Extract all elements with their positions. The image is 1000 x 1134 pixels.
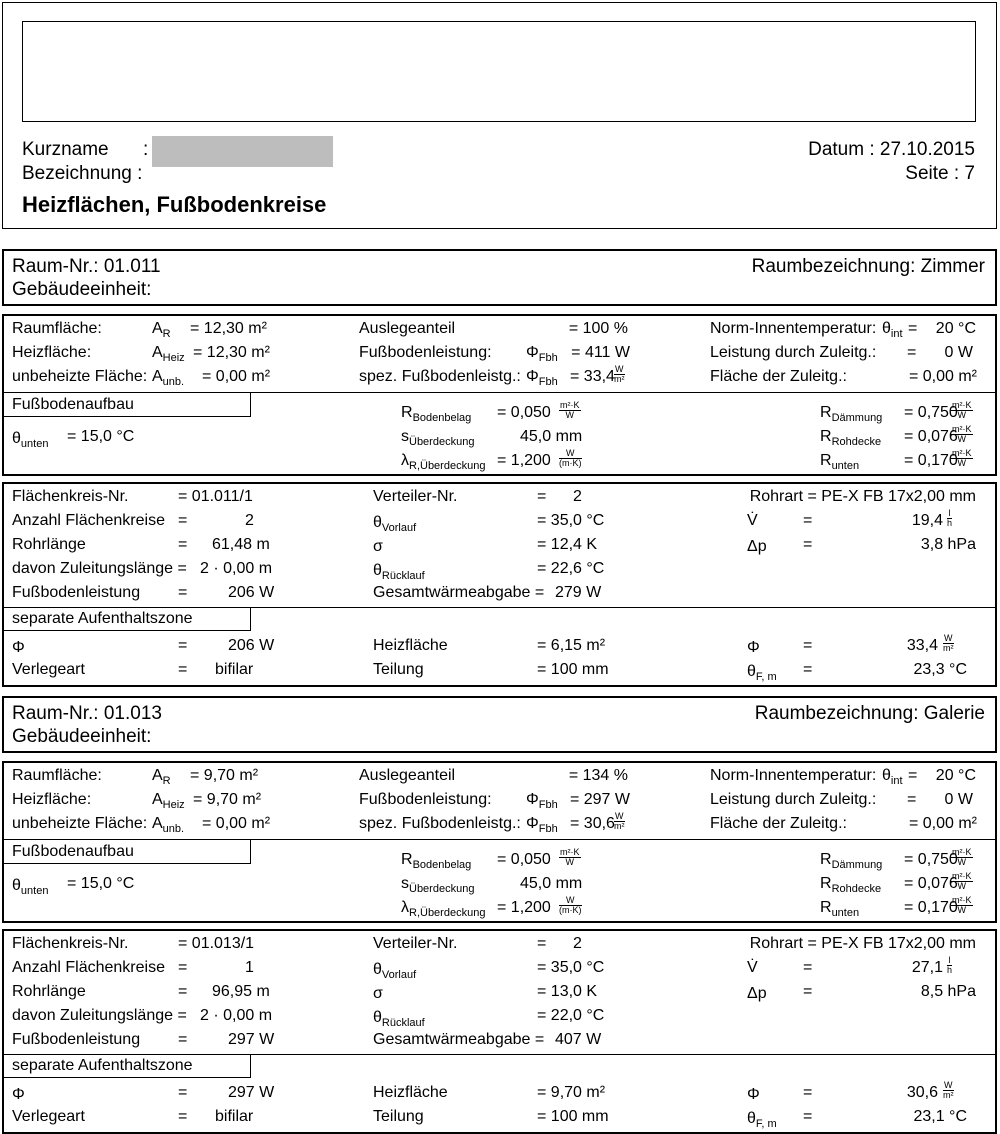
r-daemmung-symbol-subscript: Dämmung [831,412,883,424]
rohrart: Rohrart = PE-X FB 17x2,00 mm [749,488,976,505]
phi2-eq: = [803,1084,813,1101]
heizflaeche-value: = 9,70 m² [193,791,262,808]
verlege-label: Verlegeart [12,1108,85,1125]
phi2-unit: $\frac{W}{\text{m²}}$ [943,633,954,653]
davon-label: davon Zuleitungslänge = [12,1007,187,1024]
gesamt-value: 407 W [555,1031,602,1048]
vorlauf-value: = 35,0 °C [537,959,605,976]
spez-symbol-symbol: Φ [526,815,539,832]
lambda-symbol-symbol: λ [401,899,409,916]
zuleit-value: 0 W [944,344,973,361]
anzahl-value: 1 [245,959,254,976]
r-rohdecke-value: = 0,076 [904,875,958,892]
theta-fm-eq: = [803,661,813,678]
zuleit-value: 0 W [944,791,973,808]
fbleistung-symbol-subscript: Fbh [538,352,558,364]
vdot-symbol [747,960,758,976]
auslege-value: = 100 % [568,320,628,337]
teilung-label: Teilung [373,661,424,678]
vdot-value: 27,1 [911,959,943,976]
teilung-value: = 100 mm [537,1108,609,1125]
phi2-symbol [747,1087,760,1103]
phi-symbol [12,640,25,656]
rohr-eq: = [178,536,188,553]
zulflaeche-label: Fläche der Zuleitg.: [710,815,847,832]
auslege-label: Auslegeanteil [359,767,456,784]
unbeheizt-value: = 0,00 m² [202,815,271,832]
ruecklauf-value: = 22,0 °C [537,1007,605,1024]
zuleit-eq: = [907,791,917,808]
ruecklauf-symbol-subscript: Rücklauf [381,570,425,582]
r-unten-value: = 0,170 [904,452,958,469]
fbleistung-value: = 411 W [571,344,630,361]
raumflaeche-value: = 9,70 m² [190,767,259,784]
ruecklauf-symbol [373,563,425,582]
raumflaeche-label: Raumfläche: [12,320,102,337]
r-daemmung-symbol-symbol: R [820,404,832,421]
dp-eq: = [803,983,813,1000]
theta-fm-symbol-subscript: F, m [755,1118,777,1130]
datum: Datum : 27.10.2015 [808,139,975,160]
davon-value: 2 · 0,00 m [200,560,273,577]
s-ueberdeckung-value: 45,0 mm [520,875,583,892]
heizflaeche-value: = 12,30 m² [193,344,270,361]
phi2-value: 33,4 [906,637,938,654]
hf-value: = 9,70 m² [537,1084,606,1101]
r-unten-symbol [820,453,859,472]
fbleistung-label: Fußbodenleistung: [359,344,492,361]
fussbodenaufbau-label: Fußbodenaufbau [12,843,134,860]
phi-symbol-symbol: Φ [12,639,25,656]
dp-symbol-symbol: Δp [747,538,767,555]
r-bodenbelag-value: = 0,050 [497,404,551,421]
phi2-eq: = [803,637,813,654]
r-bodenbelag-symbol-subscript: Bodenbelag [412,859,472,871]
rohr-label: Rohrlänge [12,983,86,1000]
theta-unten-symbol-symbol: θ [12,877,21,894]
r-unten-unit: $\frac{\text{m²·K}}{W}$ [952,895,972,915]
verteiler-label: Verteiler-Nr. [373,935,458,952]
theta-fm-symbol [747,1111,777,1130]
s-ueberdeckung-symbol-subscript: Überdeckung [409,436,475,448]
raumflaeche-symbol [152,321,171,340]
verlege-eq: = [178,1108,188,1125]
r-daemmung-unit: $\frac{\text{m²·K}}{W}$ [952,400,972,420]
s-ueberdeckung-symbol-subscript: Überdeckung [409,883,475,895]
lambda-symbol [401,453,485,472]
fbleistung-symbol-subscript: Fbh [538,799,558,811]
spez-symbol-subscript: Fbh [538,823,558,835]
r-daemmung-value: = 0,750 [904,851,958,868]
r-unten-unit: $\frac{\text{m²·K}}{W}$ [952,448,972,468]
phi2-symbol-symbol: Φ [747,1086,760,1103]
raumflaeche-label: Raumfläche: [12,767,102,784]
kurzname-label: Kurzname [22,139,109,160]
lambda-symbol-subscript: R,Überdeckung [409,460,486,472]
vorlauf-symbol [373,515,416,534]
kurzname-colon: : [143,139,149,160]
vorlauf-symbol-symbol: θ [373,961,382,978]
phi-symbol [12,1087,25,1103]
heizflaeche-symbol [152,792,185,811]
r-bodenbelag-value: = 0,050 [497,851,551,868]
rohr-value: 96,95 m [212,983,270,1000]
zuleit-label: Leistung durch Zuleitg.: [710,791,877,808]
hf-value: = 6,15 m² [537,637,606,654]
anzahl-label: Anzahl Flächenkreise [12,959,165,976]
kurzname-redacted [152,136,333,167]
s-ueberdeckung-symbol [401,429,474,448]
r-rohdecke-unit: $\frac{\text{m²·K}}{W}$ [952,871,972,891]
norm-value: 20 °C [935,767,976,784]
anzahl-value: 2 [245,512,254,529]
r-bodenbelag-symbol-subscript: Bodenbelag [412,412,472,424]
dp-symbol-symbol: Δp [747,985,767,1002]
spez-unit: $\frac{W}{\text{m²}}$ [614,811,625,831]
norm-eq: = [908,767,918,784]
spez-label: spez. Fußbodenleistg.: [359,815,521,832]
sigma-value: = 13,0 K [537,983,598,1000]
norm-label: Norm-Innentemperatur: [710,767,877,784]
ruecklauf-symbol [373,1010,425,1029]
theta-unten-symbol-symbol: θ [12,430,21,447]
ruecklauf-symbol-subscript: Rücklauf [381,1017,425,1029]
raumflaeche-symbol-subscript: R [162,775,171,787]
fbl-eq: = [178,584,188,601]
dp-symbol [747,539,767,555]
vorlauf-symbol-subscript: Vorlauf [381,969,417,981]
logo-area [22,21,976,122]
theta-fm-symbol-subscript: F, m [755,671,777,683]
phi2-symbol-symbol: Φ [747,639,760,656]
fbl-value: 297 W [228,1031,275,1048]
fk-label: Flächenkreis-Nr. [12,935,129,952]
ruecklauf-value: = 22,6 °C [537,560,605,577]
anzahl-eq: = [178,959,188,976]
ruecklauf-symbol-symbol: θ [373,562,382,579]
rohrart: Rohrart = PE-X FB 17x2,00 mm [749,935,976,952]
lambda-value: = 1,200 [497,452,551,469]
norm-symbol-symbol: θ [882,320,891,337]
phi-value: 297 W [228,1084,275,1101]
sigma-symbol [373,986,383,1002]
raumflaeche-value: = 12,30 m² [190,320,267,337]
unbeheizt-label: unbeheizte Fläche: [12,815,148,832]
anzahl-label: Anzahl Flächenkreise [12,512,165,529]
norm-symbol [882,321,903,340]
fbl-eq: = [178,1031,188,1048]
building-unit: Gebäudeeinheit: [12,726,152,747]
r-bodenbelag-symbol [401,405,471,424]
raumflaeche-symbol-symbol: A [152,320,163,337]
phi2-symbol [747,640,760,656]
verteiler-value: 2 [573,488,582,505]
sigma-symbol-symbol: σ [373,985,383,1002]
r-unten-symbol-subscript: unten [831,907,860,919]
hf-label: Heizfläche [373,637,448,654]
dp-value: 8,5 hPa [920,983,976,1000]
vorlauf-symbol-symbol: θ [373,514,382,531]
heizflaeche-symbol-subscript: Heiz [162,799,185,811]
zuleit-eq: = [907,344,917,361]
phi2-unit: $\frac{W}{\text{m²}}$ [943,1080,954,1100]
rohr-value: 61,48 m [212,536,270,553]
spez-value: = 33,4 [570,368,615,385]
unbeheizt-symbol-symbol: A [152,368,163,385]
verteiler-eq: = [537,488,547,505]
phi-value: 206 W [228,637,275,654]
room-number: Raum-Nr.: 01.013 [12,703,162,724]
seite: Seite : 7 [905,163,975,184]
r-daemmung-value: = 0,750 [904,404,958,421]
spez-symbol-subscript: Fbh [538,376,558,388]
raumflaeche-symbol-symbol: A [152,767,163,784]
r-daemmung-unit: $\frac{\text{m²·K}}{W}$ [952,847,972,867]
page-title: Heizflächen, Fußbodenkreise [22,192,327,217]
s-ueberdeckung-value: 45,0 mm [520,428,583,445]
auslege-label: Auslegeanteil [359,320,456,337]
lambda-symbol [401,900,485,919]
vdot-symbol-symbol: V̇ [747,512,758,529]
norm-symbol-subscript: int [890,775,903,787]
unbeheizt-symbol-symbol: A [152,815,163,832]
theta-fm-value: 23,1 °C [913,1108,967,1125]
dp-eq: = [803,536,813,553]
r-rohdecke-symbol-subscript: Rohdecke [831,436,882,448]
vorlauf-symbol [373,962,416,981]
vorlauf-symbol-subscript: Vorlauf [381,522,417,534]
fbl-value: 206 W [228,584,275,601]
vdot-eq: = [803,512,813,529]
teilung-label: Teilung [373,1108,424,1125]
spez-value: = 30,6 [570,815,615,832]
r-bodenbelag-symbol-symbol: R [401,404,413,421]
room-name: Raumbezeichnung: Galerie [754,703,985,724]
spez-symbol [526,369,558,388]
lambda-symbol-subscript: R,Überdeckung [409,907,486,919]
r-bodenbelag-symbol [401,852,471,871]
theta-unten-value: = 15,0 °C [67,875,135,892]
r-rohdecke-symbol-symbol: R [820,428,832,445]
anzahl-eq: = [178,512,188,529]
aufenthaltszone-label: separate Aufenthaltszone [12,610,193,627]
r-daemmung-symbol [820,852,882,871]
verlege-label: Verlegeart [12,661,85,678]
theta-unten-symbol-subscript: unten [20,885,49,897]
r-bodenbelag-unit: $\frac{\text{m²·K}}{W}$ [560,400,580,420]
phi-symbol-symbol: Φ [12,1086,25,1103]
fbl-label: Fußbodenleistung [12,584,141,601]
s-ueberdeckung-symbol-symbol: s [401,875,409,892]
sigma-symbol-symbol: σ [373,538,383,555]
verteiler-eq: = [537,935,547,952]
unbeheizt-label: unbeheizte Fläche: [12,368,148,385]
verlege-value: bifilar [215,1108,254,1125]
r-rohdecke-value: = 0,076 [904,428,958,445]
r-unten-symbol-symbol: R [820,452,832,469]
room-name: Raumbezeichnung: Zimmer [751,256,985,277]
norm-symbol [882,768,903,787]
fbleistung-value: = 297 W [569,791,630,808]
norm-symbol-subscript: int [890,328,903,340]
phi-eq: = [178,637,188,654]
zulflaeche-label: Fläche der Zuleitg.: [710,368,847,385]
fk-value: = 01.011/1 [178,488,253,505]
davon-value: 2 · 0,00 m [200,1007,273,1024]
phi2-value: 30,6 [906,1084,938,1101]
unbeheizt-symbol-subscript: unb. [162,376,185,388]
heizflaeche-symbol-symbol: A [152,344,163,361]
vdot-symbol [747,513,758,529]
auslege-value: = 134 % [568,767,628,784]
lambda-value: = 1,200 [497,899,551,916]
unbeheizt-symbol [152,369,184,388]
heizflaeche-symbol-subscript: Heiz [162,352,185,364]
vdot-symbol-symbol: V̇ [747,959,758,976]
vdot-unit: $\frac{l}{h}$ [947,508,953,528]
spez-label: spez. Fußbodenleistg.: [359,368,521,385]
theta-fm-value: 23,3 °C [913,661,967,678]
rohr-label: Rohrlänge [12,536,86,553]
zulflaeche-value: = 0,00 m² [908,368,977,385]
fbleistung-symbol-symbol: Φ [526,791,539,808]
zuleit-label: Leistung durch Zuleitg.: [710,344,877,361]
spez-symbol [526,816,558,835]
spez-unit: $\frac{W}{\text{m²}}$ [614,364,625,384]
aufenthaltszone-label: separate Aufenthaltszone [12,1057,193,1074]
room-number: Raum-Nr.: 01.011 [12,256,161,277]
verteiler-value: 2 [573,935,582,952]
theta-unten-symbol-subscript: unten [20,438,49,450]
fbleistung-symbol [526,345,558,364]
norm-value: 20 °C [935,320,976,337]
dp-symbol [747,986,767,1002]
norm-label: Norm-Innentemperatur: [710,320,877,337]
davon-label: davon Zuleitungslänge = [12,560,187,577]
raumflaeche-symbol-subscript: R [162,328,171,340]
heizflaeche-symbol-symbol: A [152,791,163,808]
spez-symbol-symbol: Φ [526,368,539,385]
theta-unten-symbol [12,878,48,897]
verlege-eq: = [178,661,188,678]
heizflaeche-symbol [152,345,185,364]
lambda-symbol-symbol: λ [401,452,409,469]
gesamt-label: Gesamtwärmeabgabe = [373,1031,545,1048]
fbleistung-symbol-symbol: Φ [526,344,539,361]
fk-label: Flächenkreis-Nr. [12,488,129,505]
verlege-value: bifilar [215,661,254,678]
r-rohdecke-symbol-symbol: R [820,875,832,892]
sigma-value: = 12,4 K [537,536,598,553]
r-unten-symbol-subscript: unten [831,460,860,472]
vorlauf-value: = 35,0 °C [537,512,605,529]
r-rohdecke-symbol [820,876,881,895]
zulflaeche-value: = 0,00 m² [908,815,977,832]
unbeheizt-symbol [152,816,184,835]
r-unten-symbol-symbol: R [820,899,832,916]
vdot-unit: $\frac{l}{h}$ [947,955,953,975]
fk-value: = 01.013/1 [178,935,255,952]
hf-label: Heizfläche [373,1084,448,1101]
theta-fm-symbol-symbol: θ [747,1110,756,1127]
theta-unten-value: = 15,0 °C [67,428,135,445]
teilung-value: = 100 mm [537,661,609,678]
s-ueberdeckung-symbol-symbol: s [401,428,409,445]
unbeheizt-value: = 0,00 m² [202,368,271,385]
dp-value: 3,8 hPa [920,536,976,553]
fbl-label: Fußbodenleistung [12,1031,141,1048]
s-ueberdeckung-symbol [401,876,474,895]
heizflaeche-label: Heizfläche: [12,791,92,808]
r-bodenbelag-unit: $\frac{\text{m²·K}}{W}$ [560,847,580,867]
unbeheizt-symbol-subscript: unb. [162,823,185,835]
r-rohdecke-unit: $\frac{\text{m²·K}}{W}$ [952,424,972,444]
bezeichnung-label: Bezeichnung : [22,163,143,184]
gesamt-label: Gesamtwärmeabgabe = [373,584,545,601]
r-rohdecke-symbol [820,429,881,448]
r-bodenbelag-symbol-symbol: R [401,851,413,868]
norm-symbol-symbol: θ [882,767,891,784]
r-rohdecke-symbol-subscript: Rohdecke [831,883,882,895]
fbleistung-label: Fußbodenleistung: [359,791,492,808]
lambda-unit: $\frac{W}{(m\cdot K)}$ [559,895,582,915]
norm-eq: = [908,320,918,337]
theta-unten-symbol [12,431,48,450]
fbleistung-symbol [526,792,558,811]
building-unit: Gebäudeeinheit: [12,279,152,300]
raumflaeche-symbol [152,768,171,787]
r-daemmung-symbol [820,405,882,424]
theta-fm-eq: = [803,1108,813,1125]
r-unten-value: = 0,170 [904,899,958,916]
theta-fm-symbol-symbol: θ [747,663,756,680]
theta-fm-symbol [747,664,777,683]
lambda-unit: $\frac{W}{(m\cdot K)}$ [559,448,582,468]
rohr-eq: = [178,983,188,1000]
heizflaeche-label: Heizfläche: [12,344,92,361]
phi-eq: = [178,1084,188,1101]
sigma-symbol [373,539,383,555]
r-daemmung-symbol-symbol: R [820,851,832,868]
r-daemmung-symbol-subscript: Dämmung [831,859,883,871]
vdot-eq: = [803,959,813,976]
fussbodenaufbau-label: Fußbodenaufbau [12,396,134,413]
ruecklauf-symbol-symbol: θ [373,1009,382,1026]
verteiler-label: Verteiler-Nr. [373,488,458,505]
vdot-value: 19,4 [911,512,943,529]
r-unten-symbol [820,900,859,919]
gesamt-value: 279 W [555,584,602,601]
